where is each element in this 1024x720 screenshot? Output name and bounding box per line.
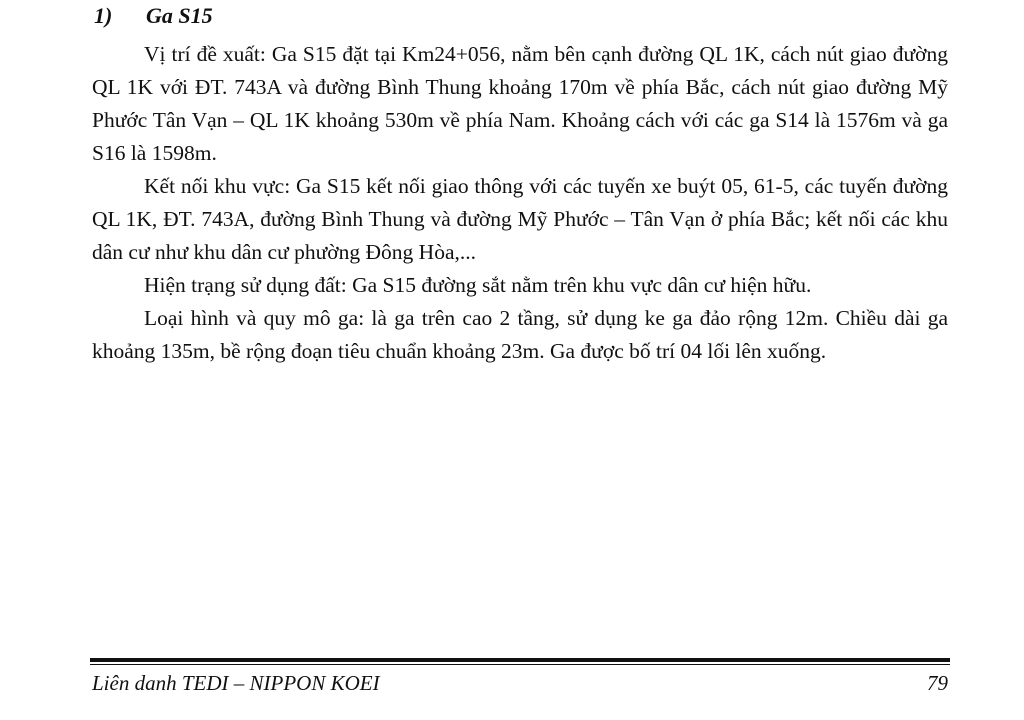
section-title: Ga S15 — [146, 3, 213, 28]
footer-page-number: 79 — [927, 671, 948, 695]
body-text — [92, 38, 948, 368]
paragraph-location: Vị trí đề xuất: Ga S15 đặt tại Km24+056, nằm bên cạnh đường QL 1K, cách nút giao đường QL 1K với ĐT. 743A và đường Bình Thung khoảng 170m về phía Bắc, cách nút giao đường Mỹ Phước Tân Vạn – QL 1K khoảng 530m về phía Nam. Khoảng cách với các ga S14 là 1576m và ga S16 là 1598m. — [92, 42, 948, 165]
footer-company: Liên danh TEDI – NIPPON KOEI — [92, 671, 380, 695]
paragraph-station-type: Loại hình và quy mô ga: là ga trên cao 2 tầng, sử dụng ke ga đảo rộng 12m. Chiều dài ga khoảng 135m, bề rộng đoạn tiêu chuẩn khoảng 23m. Ga được bố trí 04 lối lên xuống. — [92, 306, 948, 363]
section-number: 1) — [94, 3, 113, 28]
footer-divider-thin — [90, 664, 950, 665]
section-heading — [94, 2, 213, 30]
paragraph-land-use: Hiện trạng sử dụng đất: Ga S15 đường sắt nằm trên khu vực dân cư hiện hữu. — [144, 273, 812, 297]
paragraph-connection: Kết nối khu vực: Ga S15 kết nối giao thông với các tuyến xe buýt 05, 61-5, các tuyến đường QL 1K, ĐT. 743A, đường Bình Thung và đường Mỹ Phước – Tân Vạn ở phía Bắc; kết nối các khu dân cư như khu dân cư phường Đông Hòa,... — [92, 174, 948, 264]
footer-divider-thick — [90, 658, 950, 662]
